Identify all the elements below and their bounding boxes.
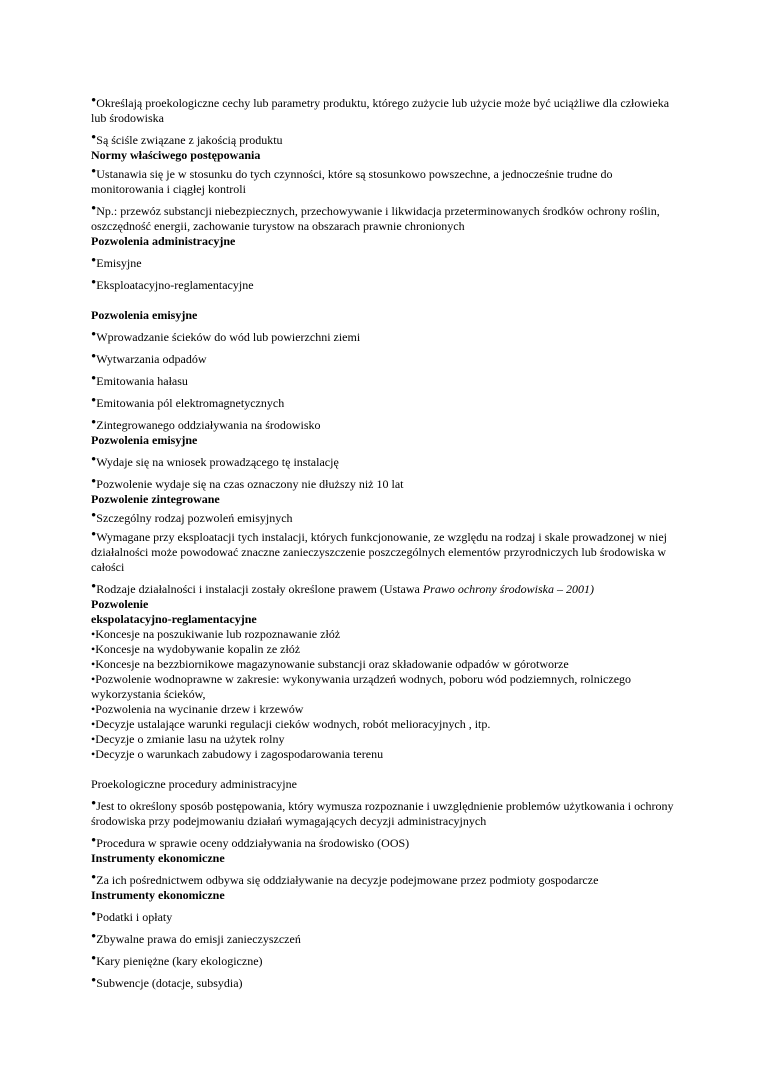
bullet-text: Szczególny rodzaj pozwoleń emisyjnych bbox=[96, 511, 293, 525]
section-heading bbox=[91, 597, 676, 627]
bullet-item bbox=[91, 732, 676, 747]
bullet-item bbox=[91, 642, 676, 657]
section-heading-plain: Proekologiczne procedury administracyjne bbox=[91, 777, 297, 791]
bullet-item bbox=[91, 836, 676, 851]
bullet-text: Koncesje na wydobywanie kopalin ze złóż bbox=[95, 642, 301, 656]
bullet-item bbox=[91, 330, 676, 345]
bullet-text: Koncesje na poszukiwanie lub rozpoznawanie złóż bbox=[95, 627, 341, 641]
bullet-text: Jest to określony sposób postępowania, który wymusza rozpoznanie i uwzględnienie problemów użytkowania i ochrony środowiska przy podejmowaniu działań wymagających decyzji administracyjnych bbox=[91, 799, 674, 828]
bullet-text: Rodzaje działalności i instalacji zostały określone prawem (Ustawa bbox=[96, 582, 423, 596]
bullet-item bbox=[91, 256, 676, 271]
section-heading: Instrumenty ekonomiczne bbox=[91, 888, 225, 902]
bullet-text: Wydaje się na wniosek prowadzącego tę instalację bbox=[96, 455, 339, 469]
bullet-text: Wytwarzania odpadów bbox=[96, 352, 207, 366]
bullet-item bbox=[91, 627, 676, 642]
bullet-item bbox=[91, 672, 676, 702]
bullet-text: Emitowania pól elektromagnetycznych bbox=[96, 396, 285, 410]
bullet-item bbox=[91, 204, 676, 234]
bullet-text: Określają proekologiczne cechy lub parametry produktu, którego zużycie lub użycie może być uciążliwe dla człowieka lub środowiska bbox=[91, 96, 670, 125]
section-heading: Instrumenty ekonomiczne bbox=[91, 851, 225, 865]
bullet-text: Wprowadzanie ścieków do wód lub powierzchni ziemi bbox=[96, 330, 361, 344]
bullet-text: Procedura w sprawie oceny oddziaływania na środowisko (OOS) bbox=[96, 836, 410, 850]
bullet-item bbox=[91, 374, 676, 389]
bullet-text: Ustanawia się je w stosunku do tych czynności, które są stosunkowo powszechne, a jednocześnie trudne do monitorowania i ciągłej kontroli bbox=[91, 167, 613, 196]
bullet-item bbox=[91, 396, 676, 411]
bullet-item bbox=[91, 352, 676, 367]
law-title: Prawo ochrony środowiska – 2001) bbox=[422, 582, 594, 596]
bullet-text: Emitowania hałasu bbox=[96, 374, 188, 388]
bullet-item bbox=[91, 910, 676, 925]
bullet-text: Kary pieniężne (kary ekologiczne) bbox=[96, 954, 263, 968]
bullet-item bbox=[91, 530, 676, 575]
bullet-text: Pozwolenia na wycinanie drzew i krzewów bbox=[95, 702, 304, 716]
section-heading: Pozwolenia emisyjne bbox=[91, 308, 198, 322]
bullet-text: Są ściśle związane z jakością produktu bbox=[96, 133, 283, 147]
bullet-item bbox=[91, 799, 676, 829]
bullet-text: Np.: przewóz substancji niebezpiecznych, przechowywanie i likwidacja przeterminowanych środków ochrony roślin, oszczędność energii, zachowanie turystow na obszarach prawnie chronionych bbox=[91, 204, 660, 233]
section-heading: Pozwolenia administracyjne bbox=[91, 234, 236, 248]
document-page bbox=[91, 96, 676, 991]
bullet-text: Koncesje na bezzbiornikowe magazynowanie substancji oraz składowanie odpadów w górotworze bbox=[95, 657, 569, 671]
bullet-text: Zbywalne prawa do emisji zanieczyszczeń bbox=[96, 932, 301, 946]
bullet-text: Pozwolenie wodnoprawne w zakresie: wykonywania urządzeń wodnych, poboru wód podziemnych, rolniczego wykorzystania ścieków, bbox=[91, 672, 632, 701]
section-heading-line: ekspolatacyjno-reglamentacyjne bbox=[91, 612, 257, 626]
bullet-item bbox=[91, 954, 676, 969]
bullet-text: Decyzje o warunkach zabudowy i zagospodarowania terenu bbox=[95, 747, 384, 761]
bullet-item bbox=[91, 278, 676, 293]
bullet-text: Emisyjne bbox=[96, 256, 142, 270]
bullet-text: Pozwolenie wydaje się na czas oznaczony nie dłuższy niż 10 lat bbox=[96, 477, 404, 491]
bullet-item bbox=[91, 582, 676, 597]
bullet-item bbox=[91, 455, 676, 470]
section-heading: Pozwolenie zintegrowane bbox=[91, 492, 220, 506]
bullet-text: Decyzje ustalające warunki regulacji cieków wodnych, robót melioracyjnych , itp. bbox=[95, 717, 491, 731]
bullet-item bbox=[91, 511, 676, 526]
bullet-text: Za ich pośrednictwem odbywa się oddziaływanie na decyzje podejmowane przez podmioty gospodarcze bbox=[96, 873, 599, 887]
bullet-item bbox=[91, 702, 676, 717]
bullet-item bbox=[91, 747, 676, 762]
bullet-item bbox=[91, 96, 676, 126]
bullet-item bbox=[91, 133, 676, 148]
bullet-item bbox=[91, 932, 676, 947]
bullet-item bbox=[91, 873, 676, 888]
bullet-item bbox=[91, 167, 676, 197]
section-heading-line: Pozwolenie bbox=[91, 597, 149, 611]
bullet-item bbox=[91, 976, 676, 991]
section-heading: Normy właściwego postępowania bbox=[91, 148, 261, 162]
bullet-item bbox=[91, 657, 676, 672]
bullet-text: Subwencje (dotacje, subsydia) bbox=[96, 976, 243, 990]
bullet-text: Zintegrowanego oddziaływania na środowisko bbox=[96, 418, 321, 432]
section-heading: Pozwolenia emisyjne bbox=[91, 433, 198, 447]
bullet-text: Podatki i opłaty bbox=[96, 910, 173, 924]
bullet-text: Decyzje o zmianie lasu na użytek rolny bbox=[95, 732, 285, 746]
bullet-item bbox=[91, 477, 676, 492]
bullet-text: Eksploatacyjno-reglamentacyjne bbox=[96, 278, 254, 292]
bullet-text: Wymagane przy eksploatacji tych instalacji, których funkcjonowanie, ze względu na rodzaj i skale prowadzonej w niej działalności może powodować znaczne zanieczyszczenie poszczególnych elementów przyrodniczych lub środowiska w całości bbox=[91, 530, 667, 574]
bullet-item bbox=[91, 717, 676, 732]
bullet-item bbox=[91, 418, 676, 433]
